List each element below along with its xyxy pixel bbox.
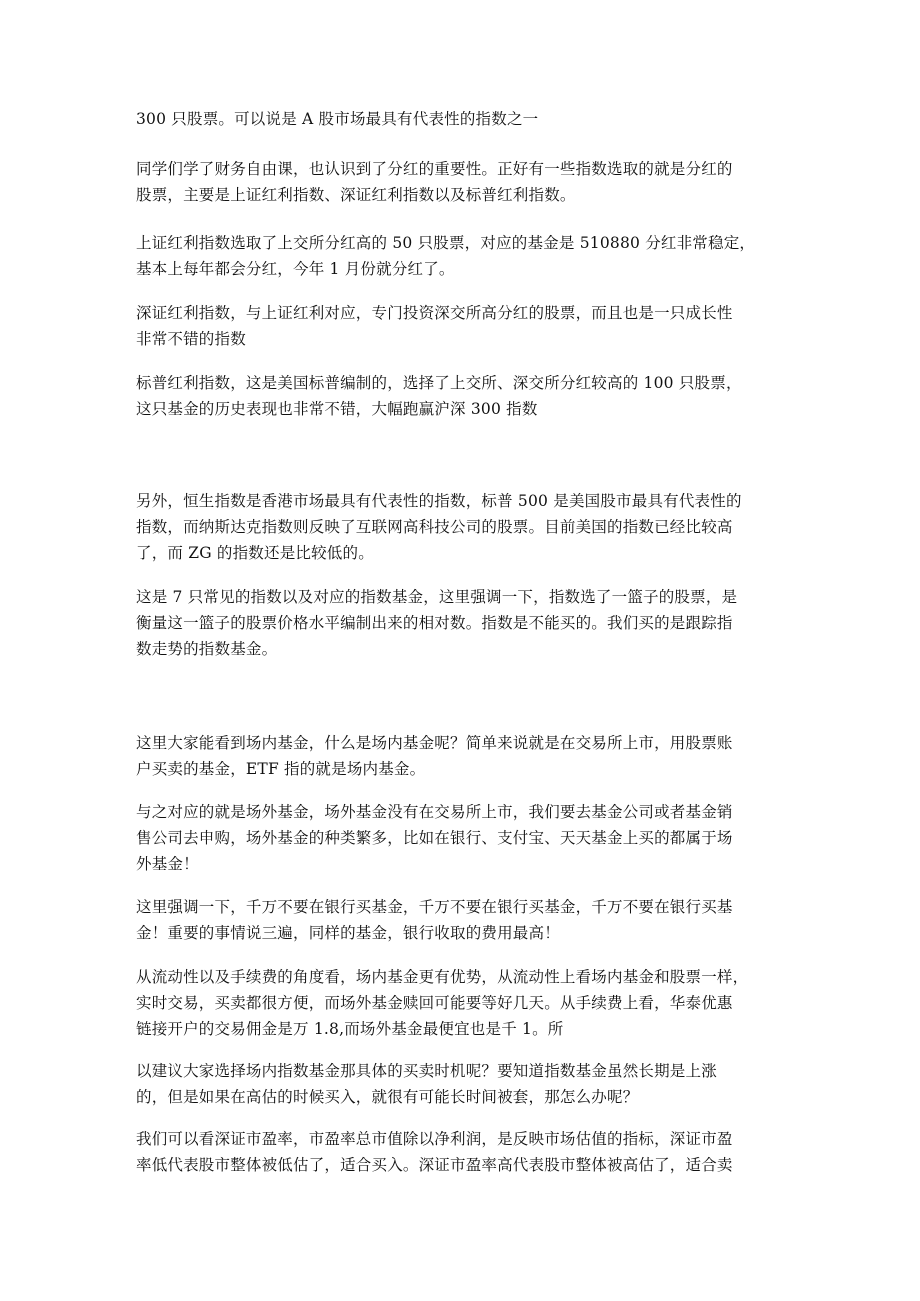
text-line: 以建议大家选择场内指数基金那具体的买卖时机呢？要知道指数基金虽然长期是上涨 <box>136 1062 717 1080</box>
paragraph-pe-ratio <box>136 1126 796 1178</box>
text-line: 基本上每年都会分红，今年 1 月份就分红了。 <box>136 260 455 278</box>
text-line: 金！重要的事情说三遍，同样的基金，银行收取的费用最高！ <box>136 924 560 942</box>
text-line: 率低代表股市整体被低估了，适合买入。深证市盈率高代表股市整体被高估了，适合卖 <box>136 1156 733 1174</box>
text-line: 上证红利指数选取了上交所分红高的 50 只股票，对应的基金是 510880 分红非常稳定， <box>136 234 756 252</box>
text-line: 衡量这一篮子的股票价格水平编制出来的相对数。指数是不能买的。我们买的是跟踪指 <box>136 614 733 632</box>
text-line: 我们可以看深证市盈率，市盈率总市值除以净利润，是反映市场估值的指标，深证市盈 <box>136 1130 733 1148</box>
paragraph-hs300-intro <box>136 106 796 132</box>
paragraph-bank-warning <box>136 894 796 946</box>
text-line: 深证红利指数，与上证红利对应，专门投资深交所高分红的股票，而且也是一只成长性 <box>136 304 733 322</box>
text-line: 同学们学了财务自由课，也认识到了分红的重要性。正好有一些指数选取的就是分红的 <box>136 160 733 178</box>
text-line: 指数，而纳斯达克指数则反映了互联网高科技公司的股票。目前美国的指数已经比较高 <box>136 518 733 536</box>
paragraph-dividend-intro <box>136 156 796 208</box>
paragraph-timing <box>136 1058 796 1110</box>
text-line: 标普红利指数，这是美国标普编制的，选择了上交所、深交所分红较高的 100 只股票， <box>136 374 742 392</box>
text-line: 售公司去申购，场外基金的种类繁多，比如在银行、支付宝、天天基金上买的都属于场 <box>136 829 733 847</box>
text-line: 链接开户的交易佣金是万 1.8,而场外基金最便宜也是千 1。所 <box>136 1020 564 1038</box>
text-line: 实时交易，买卖都很方便，而场外基金赎回可能要等好几天。从手续费上看，华泰优惠 <box>136 994 733 1012</box>
text-line: 与之对应的就是场外基金，场外基金没有在交易所上市，我们要去基金公司或者基金销 <box>136 803 733 821</box>
paragraph-liquidity-fees <box>136 964 796 1042</box>
text-line: 另外，恒生指数是香港市场最具有代表性的指数，标普 500 是美国股市最具有代表性的 <box>136 492 742 510</box>
text-line: 户买卖的基金，ETF 指的就是场内基金。 <box>136 760 426 778</box>
text-line: 300 只股票。可以说是 A 股市场最具有代表性的指数之一 <box>136 110 539 128</box>
text-line: 从流动性以及手续费的角度看，场内基金更有优势，从流动性上看场内基金和股票一样， <box>136 968 749 986</box>
text-line: 外基金！ <box>136 855 199 873</box>
text-line: 的，但是如果在高估的时候买入，就很有可能长时间被套，那怎么办呢？ <box>136 1088 639 1106</box>
paragraph-overseas-indices <box>136 488 796 566</box>
paragraph-index-funds <box>136 584 796 662</box>
paragraph-exchange-funds <box>136 730 796 782</box>
text-line: 非常不错的指数 <box>136 330 246 348</box>
paragraph-otc-funds <box>136 799 796 877</box>
paragraph-szse-dividend <box>136 300 796 352</box>
text-line: 这里强调一下，千万不要在银行买基金，千万不要在银行买基金，千万不要在银行买基 <box>136 898 733 916</box>
text-line: 这是 7 只常见的指数以及对应的指数基金，这里强调一下，指数选了一篮子的股票，是 <box>136 588 738 606</box>
paragraph-sse-dividend <box>136 230 796 282</box>
text-line: 这里大家能看到场内基金，什么是场内基金呢？简单来说就是在交易所上市，用股票账 <box>136 734 733 752</box>
paragraph-sp-dividend <box>136 370 796 422</box>
text-line: 数走势的指数基金。 <box>136 640 278 658</box>
text-line: 股票，主要是上证红利指数、深证红利指数以及标普红利指数。 <box>136 186 576 204</box>
text-line: 了，而 ZG 的指数还是比较低的。 <box>136 544 374 562</box>
text-line: 这只基金的历史表现也非常不错，大幅跑赢沪深 300 指数 <box>136 400 538 418</box>
